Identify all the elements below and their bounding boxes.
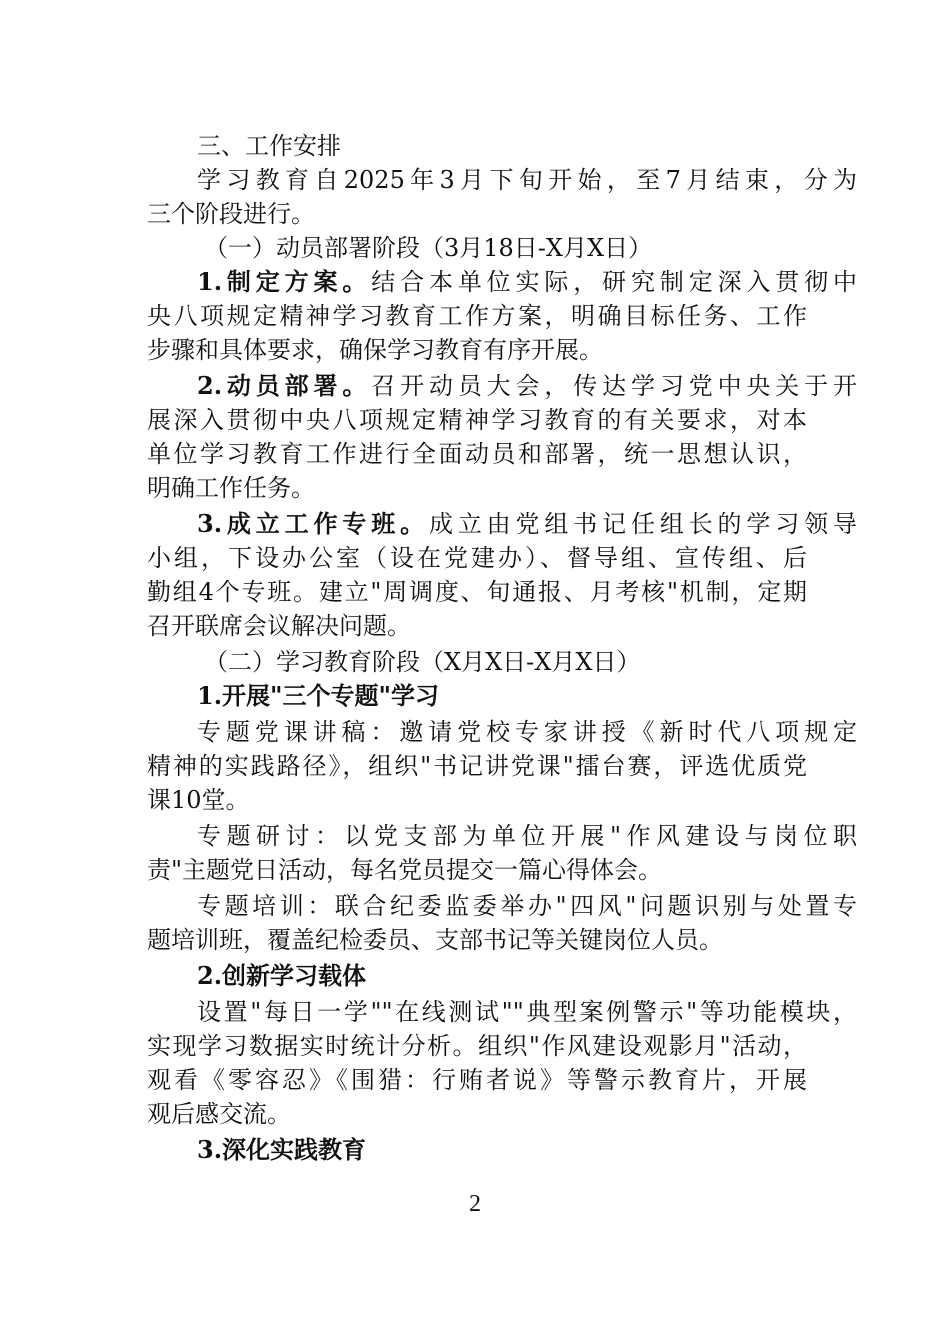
paragraph-line: 明确工作任务。 xyxy=(147,474,315,502)
paragraph-line: 单位学习教育工作进行全面动员和部署，统一思想认识， xyxy=(147,440,807,468)
subsection-heading: （一）动员部署阶段（3月18日-X月X日） xyxy=(204,234,653,262)
paragraph-line: 观看《零容忍》《围猎：行贿者说》等警示教育片，开展 xyxy=(147,1066,807,1094)
item-heading: 3.成立工作专班。 xyxy=(197,509,429,538)
section-heading: 三、工作安排 xyxy=(197,132,341,160)
paragraph-line: 设置"每日一学""在线测试""典型案例警示"等功能模块， xyxy=(197,998,857,1026)
paragraph-line: 召开联席会议解决问题。 xyxy=(147,612,411,640)
subsection-heading: （二）学习教育阶段（X月X日-X月X日） xyxy=(204,648,641,676)
paragraph-line: 央八项规定精神学习教育工作方案，明确目标任务、工作 xyxy=(147,302,807,330)
paragraph-line: 步骤和具体要求，确保学习教育有序开展。 xyxy=(147,336,603,364)
paragraph-line: 实现学习数据实时统计分析。组织"作风建设观影月"活动， xyxy=(147,1032,807,1060)
paragraph-line: 学习教育自2025年3月下旬开始，至7月结束，分为 xyxy=(197,166,857,194)
item-heading: 1.开展"三个专题"学习 xyxy=(197,681,440,710)
paragraph-line: 专题研讨：以党支部为单位开展"作风建设与岗位职 xyxy=(197,822,857,850)
paragraph-line: 专题党课讲稿：邀请党校专家讲授《新时代八项规定 xyxy=(197,718,857,746)
item-heading-line xyxy=(197,1133,857,1167)
item-heading: 2.创新学习载体 xyxy=(197,961,367,990)
item-heading: 1.制定方案。 xyxy=(197,267,372,296)
paragraph-line: 1.制定方案。结合本单位实际，研究制定深入贯彻中 xyxy=(197,267,858,296)
item-heading: 3.深化实践教育 xyxy=(197,1135,367,1164)
paragraph-line: 展深入贯彻中央八项规定精神学习教育的有关要求，对本 xyxy=(147,406,807,434)
paragraph-line: 精神的实践路径》，组织"书记讲党课"擂台赛，评选优质党 xyxy=(147,752,807,780)
paragraph-line: 三个阶段进行。 xyxy=(147,200,315,228)
paragraph-line: 课10堂。 xyxy=(147,786,250,814)
paragraph-line: 3.成立工作专班。成立由党组书记任组长的学习领导 xyxy=(197,509,858,538)
paragraph-line: 2.动员部署。召开动员大会，传达学习党中央关于开 xyxy=(197,371,858,400)
paragraph-line: 勤组4个专班。建立"周调度、旬通报、月考核"机制，定期 xyxy=(147,578,807,606)
paragraph-line: 责"主题党日活动，每名党员提交一篇心得体会。 xyxy=(147,856,663,884)
page-number: 2 xyxy=(469,1191,481,1217)
paragraph-line: 专题培训：联合纪委监委举办"四风"问题识别与处置专 xyxy=(197,892,857,920)
item-heading-line xyxy=(197,679,857,713)
paragraph-line: 小组，下设办公室（设在党建办）、督导组、宣传组、后 xyxy=(147,544,807,572)
paragraph-line: 题培训班，覆盖纪检委员、支部书记等关键岗位人员。 xyxy=(147,926,723,954)
item-heading-line xyxy=(197,959,857,993)
item-heading: 2.动员部署。 xyxy=(197,371,372,400)
paragraph-line: 观后感交流。 xyxy=(147,1100,291,1128)
